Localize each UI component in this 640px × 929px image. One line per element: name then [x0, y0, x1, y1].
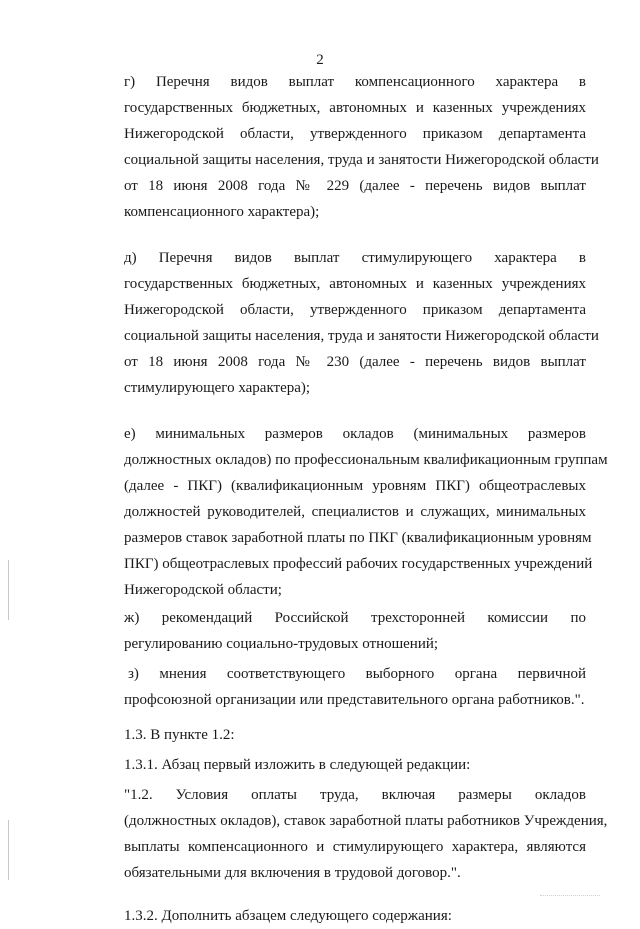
document-body [88, 69, 608, 929]
item-e-line: ПКГ) общеотраслевых профессий рабочих государственных учреждений [124, 556, 593, 572]
item-d-line: стимулирующего характера); [124, 380, 311, 396]
item-e-line: Нижегородской области; [124, 582, 282, 598]
point-1-3-2-text: 1.3.2. Дополнить абзацем следующего содержания: [124, 908, 452, 924]
item-g-line: Нижегородской области, утвержденного приказом департамента [124, 126, 586, 142]
quote-line: выплаты компенсационного и стимулирующего характера, являются [124, 839, 586, 855]
item-g [88, 69, 599, 225]
point-1-3 [88, 722, 586, 748]
quote-line: (должностных окладов), ставок заработной платы работников Учреждения, [124, 813, 608, 829]
item-g-line: г) Перечня видов выплат компенсационного характера в [124, 74, 586, 90]
item-e-line: должностных окладов) по профессиональным квалификационным группам [124, 452, 608, 468]
point-1-3-2 [88, 903, 586, 929]
item-z [88, 661, 586, 713]
item-g-line: компенсационного характера); [124, 204, 320, 220]
item-d-line: д) Перечня видов выплат стимулирующего характера в [124, 250, 586, 266]
point-1-3-1-text: 1.3.1. Абзац первый изложить в следующей редакции: [124, 757, 471, 773]
item-zh [88, 605, 586, 657]
scan-edge-mark [8, 820, 9, 880]
item-g-line: государственных бюджетных, автономных и казенных учреждениях [124, 100, 586, 116]
item-e [88, 421, 608, 603]
item-zh-line: ж) рекомендаций Российской трехсторонней комиссии по [124, 610, 586, 626]
item-d-line: Нижегородской области, утвержденного приказом департамента [124, 302, 586, 318]
item-g-line: социальной защиты населения, труда и занятости Нижегородской области [124, 152, 599, 168]
item-e-line: размеров ставок заработной платы по ПКГ (квалификационным уровням [124, 530, 592, 546]
quote-line: обязательными для включения в трудовой договор.". [124, 865, 461, 881]
item-d-line: от 18 июня 2008 года № 230 (далее - перечень видов выплат [124, 354, 586, 370]
scan-dots [540, 895, 600, 897]
point-1-3-text: 1.3. В пункте 1.2: [124, 727, 235, 743]
item-e-line: е) минимальных размеров окладов (минимальных размеров [124, 426, 586, 442]
item-zh-line: регулированию социально-трудовых отношений; [124, 636, 439, 652]
item-z-line: профсоюзной организации или представительного органа работников.". [124, 692, 585, 708]
item-g-line: от 18 июня 2008 года № 229 (далее - перечень видов выплат [124, 178, 586, 194]
quoted-paragraph [88, 782, 608, 886]
point-1-3-1 [88, 752, 586, 778]
page-number: 2 [316, 52, 324, 68]
quote-line: "1.2. Условия оплаты труда, включая размеры окладов [124, 787, 586, 803]
scan-edge-mark [8, 560, 9, 620]
item-e-line: (далее - ПКГ) (квалификационным уровням ПКГ) общеотраслевых [124, 478, 586, 494]
item-z-line: з) мнения соответствующего выборного органа первичной [128, 666, 586, 682]
item-d-line: государственных бюджетных, автономных и казенных учреждениях [124, 276, 586, 292]
item-d-line: социальной защиты населения, труда и занятости Нижегородской области [124, 328, 599, 344]
item-d [88, 245, 599, 401]
item-e-line: должностей руководителей, специалистов и служащих, минимальных [124, 504, 586, 520]
